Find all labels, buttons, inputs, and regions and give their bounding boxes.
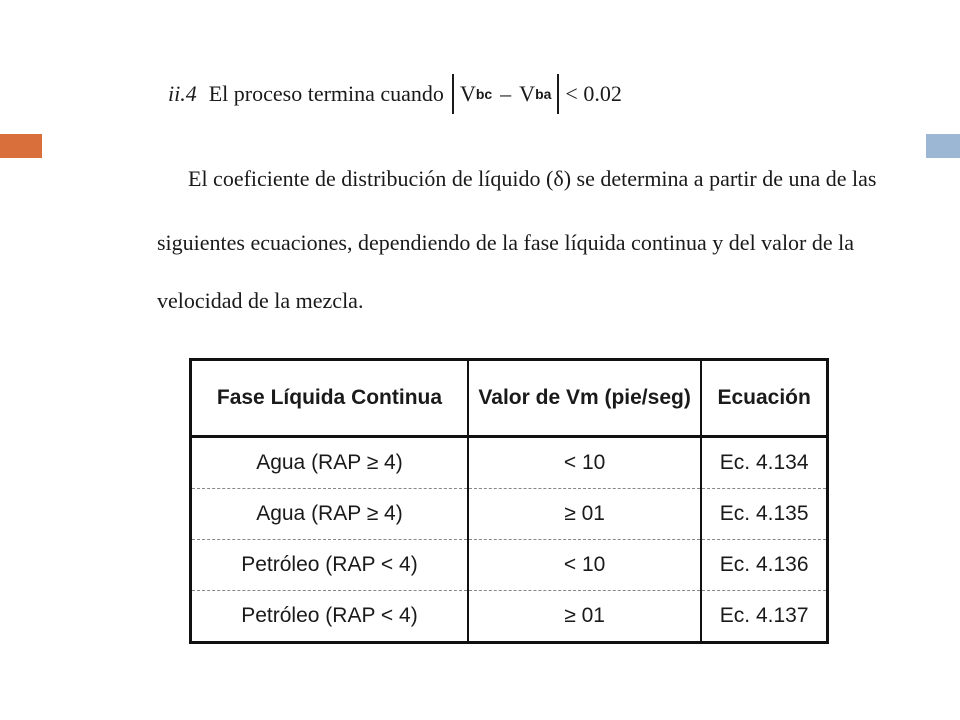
- cell-equation: Ec. 4.137: [701, 591, 827, 643]
- cell-phase: Petróleo (RAP < 4): [191, 591, 468, 643]
- cell-phase: Agua (RAP ≥ 4): [191, 489, 468, 540]
- paragraph-line-2: siguientes ecuaciones, dependiendo de la fase líquida continua y del valor de la: [157, 230, 855, 255]
- table-row: [191, 489, 828, 540]
- header-equation: Ecuación: [701, 360, 827, 437]
- absolute-value-expression: [452, 74, 559, 114]
- termination-condition: [168, 74, 622, 114]
- header-velocity: Valor de Vm (pie/seg): [468, 360, 701, 437]
- cell-equation: Ec. 4.134: [701, 437, 827, 489]
- velocity-term-a: V: [459, 81, 476, 106]
- header-phase: Fase Líquida Continua: [191, 360, 468, 437]
- velocity-term-b: V: [519, 81, 536, 106]
- table-row: [191, 591, 828, 643]
- cell-equation: Ec. 4.136: [701, 540, 827, 591]
- table-row: [191, 540, 828, 591]
- cell-velocity: < 10: [468, 437, 701, 489]
- cell-equation: Ec. 4.135: [701, 489, 827, 540]
- minus-operator: –: [500, 81, 512, 106]
- paragraph-line-3: velocidad de la mezcla.: [157, 288, 364, 313]
- velocity-subscript-a: bc: [475, 86, 493, 102]
- cell-velocity: ≥ 01: [468, 591, 701, 643]
- table-row: [191, 437, 828, 489]
- cell-phase: Agua (RAP ≥ 4): [191, 437, 468, 489]
- left-accent-bar: [0, 134, 42, 158]
- tolerance-condition: < 0.02: [565, 81, 622, 106]
- velocity-subscript-b: ba: [535, 86, 552, 102]
- step-number: ii.4: [168, 81, 197, 106]
- right-accent-bar: [926, 134, 960, 158]
- table-header-row: [191, 360, 828, 437]
- step-text: El proceso termina cuando: [208, 81, 444, 106]
- cell-velocity: ≥ 01: [468, 489, 701, 540]
- paragraph-line-1: El coeficiente de distribución de líquido (δ) se determina a partir de una de las: [188, 166, 877, 191]
- cell-phase: Petróleo (RAP < 4): [191, 540, 468, 591]
- distribution-coefficient-table: [189, 358, 829, 644]
- cell-velocity: < 10: [468, 540, 701, 591]
